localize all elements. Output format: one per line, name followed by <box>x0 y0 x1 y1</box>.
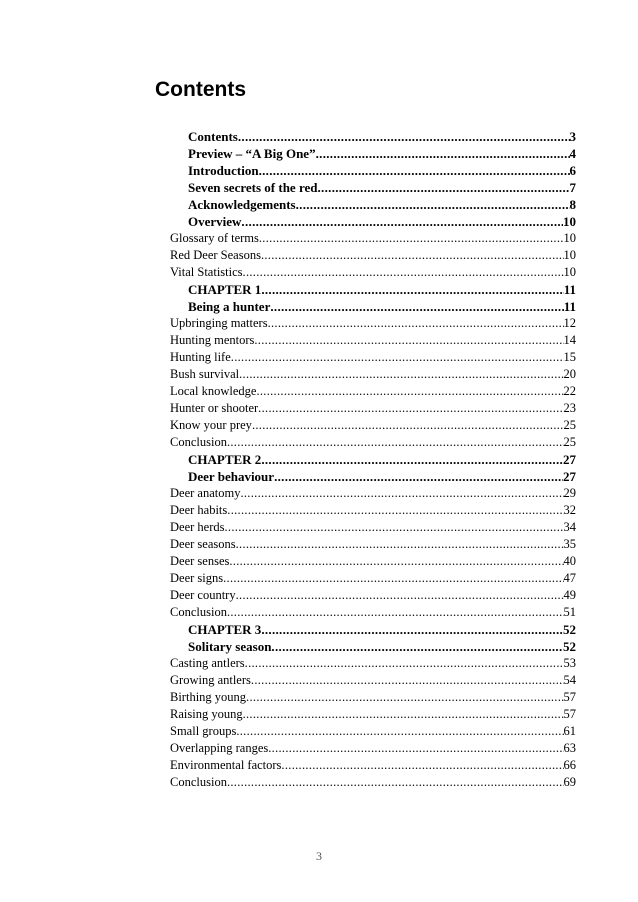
toc-entry-title: Hunting life <box>170 350 231 364</box>
dot-leader <box>243 264 564 281</box>
toc-entry-title: Solitary season <box>188 639 272 654</box>
toc-entry[interactable] <box>170 689 576 706</box>
toc-entry-title: Bush survival <box>170 367 240 381</box>
toc-entry-title: CHAPTER 2 <box>188 452 262 467</box>
dot-leader <box>270 298 563 315</box>
toc-entry[interactable] <box>170 213 576 230</box>
toc-entry-page: 8 <box>569 197 576 212</box>
dot-leader <box>246 689 563 706</box>
toc-entry[interactable] <box>170 417 576 434</box>
toc-entry-title: Overlapping ranges <box>170 741 269 755</box>
toc-entry-page: 25 <box>563 418 576 432</box>
dot-leader <box>261 281 563 298</box>
toc-entry-page: 7 <box>569 180 576 195</box>
toc-entry-title: CHAPTER 3 <box>188 622 262 637</box>
toc-entry-title: Deer habits <box>170 503 228 517</box>
toc-entry-page: 63 <box>563 741 576 755</box>
dot-leader <box>254 332 563 349</box>
toc-entry-page: 3 <box>569 129 576 144</box>
toc-entry-title: Birthing young <box>170 690 247 704</box>
toc-entry-page: 12 <box>563 316 576 330</box>
toc-entry-page: 51 <box>563 605 576 619</box>
dot-leader <box>236 723 563 740</box>
toc-entry[interactable] <box>170 230 576 247</box>
toc-entry[interactable] <box>170 519 576 536</box>
dot-leader <box>296 196 570 213</box>
toc-entry-page: 40 <box>563 554 576 568</box>
toc-entry-page: 52 <box>563 622 576 637</box>
dot-leader <box>238 128 570 145</box>
toc-entry-page: 66 <box>563 758 576 772</box>
toc-entry-page: 69 <box>563 775 576 789</box>
table-of-contents <box>170 128 576 791</box>
toc-entry[interactable] <box>170 434 576 451</box>
dot-leader <box>236 587 564 604</box>
toc-entry-title: Deer signs <box>170 571 224 585</box>
dot-leader <box>256 383 563 400</box>
toc-entry[interactable] <box>170 638 576 655</box>
dot-leader <box>223 570 563 587</box>
toc-entry-page: 23 <box>563 401 576 415</box>
toc-entry[interactable] <box>170 383 576 400</box>
toc-entry-title: Casting antlers <box>170 656 245 670</box>
dot-leader <box>241 213 563 230</box>
toc-entry-page: 6 <box>569 163 576 178</box>
toc-entry-title: Deer seasons <box>170 537 236 551</box>
toc-entry-title: Glossary of terms <box>170 231 259 245</box>
toc-entry-title: Being a hunter <box>188 299 271 314</box>
toc-entry-page: 27 <box>563 452 576 467</box>
toc-entry-page: 14 <box>563 333 576 347</box>
dot-leader <box>261 621 563 638</box>
page-number: 3 <box>316 849 322 863</box>
dot-leader <box>243 706 564 723</box>
dot-leader <box>281 757 563 774</box>
toc-entry-page: 15 <box>563 350 576 364</box>
dot-leader <box>240 485 563 502</box>
toc-entry[interactable] <box>170 672 576 689</box>
toc-entry[interactable] <box>170 604 576 621</box>
dot-leader <box>231 349 564 366</box>
toc-entry[interactable] <box>170 757 576 774</box>
toc-entry[interactable] <box>170 485 576 502</box>
toc-entry[interactable] <box>170 332 576 349</box>
toc-entry-title: Hunter or shooter <box>170 401 259 415</box>
dot-leader <box>227 604 564 621</box>
toc-entry[interactable] <box>170 162 576 179</box>
page-title: Contents <box>155 78 246 101</box>
dot-leader <box>318 179 570 196</box>
dot-leader <box>225 519 564 536</box>
dot-leader <box>239 366 563 383</box>
toc-entry[interactable] <box>170 723 576 740</box>
dot-leader <box>274 468 563 485</box>
dot-leader <box>227 434 564 451</box>
dot-leader <box>316 145 570 162</box>
toc-entry-title: Growing antlers <box>170 673 251 687</box>
toc-entry[interactable] <box>170 196 576 213</box>
toc-entry[interactable] <box>170 536 576 553</box>
toc-entry-title: Vital Statistics <box>170 265 243 279</box>
toc-entry[interactable] <box>170 298 576 315</box>
toc-entry-title: Hunting mentors <box>170 333 255 347</box>
toc-entry[interactable] <box>170 247 576 264</box>
toc-entry[interactable] <box>170 621 576 638</box>
toc-entry-title: Deer country <box>170 588 236 602</box>
toc-entry-title: Conclusion <box>170 435 227 449</box>
dot-leader <box>229 553 563 570</box>
toc-entry-title: Preview – “A Big One” <box>188 146 316 161</box>
toc-entry-title: Local knowledge <box>170 384 257 398</box>
toc-entry-page: 52 <box>563 639 576 654</box>
dot-leader <box>227 774 564 791</box>
toc-entry[interactable] <box>170 706 576 723</box>
toc-entry[interactable] <box>170 315 576 332</box>
toc-entry-title: Upbringing matters <box>170 316 268 330</box>
toc-entry-title: Deer anatomy <box>170 486 241 500</box>
toc-entry-page: 10 <box>563 248 576 262</box>
toc-entry-title: Know your prey <box>170 418 252 432</box>
toc-entry-title: Overview <box>188 214 242 229</box>
toc-entry-page: 32 <box>563 503 576 517</box>
dot-leader <box>268 315 564 332</box>
toc-entry[interactable] <box>170 264 576 281</box>
toc-entry[interactable] <box>170 366 576 383</box>
toc-entry-page: 49 <box>563 588 576 602</box>
toc-entry-title: Introduction <box>188 163 259 178</box>
dot-leader <box>259 230 564 247</box>
toc-entry-page: 54 <box>563 673 576 687</box>
toc-entry[interactable] <box>170 468 576 485</box>
toc-entry-page: 47 <box>563 571 576 585</box>
toc-entry-title: Seven secrets of the red <box>188 180 318 195</box>
toc-entry-title: Conclusion <box>170 775 227 789</box>
toc-entry-page: 10 <box>563 265 576 279</box>
dot-leader <box>259 162 570 179</box>
dot-leader <box>258 400 563 417</box>
toc-entry-page: 4 <box>569 146 576 161</box>
toc-entry-title: Deer senses <box>170 554 230 568</box>
toc-entry-page: 29 <box>563 486 576 500</box>
dot-leader <box>245 655 564 672</box>
toc-entry-title: Deer behaviour <box>188 469 275 484</box>
toc-entry-page: 22 <box>563 384 576 398</box>
toc-entry-title: Conclusion <box>170 605 227 619</box>
toc-entry-title: Acknowledgements <box>188 197 296 212</box>
toc-entry[interactable] <box>170 400 576 417</box>
toc-entry-page: 57 <box>563 690 576 704</box>
toc-entry-title: Contents <box>188 129 238 144</box>
dot-leader <box>251 672 564 689</box>
dot-leader <box>252 417 564 434</box>
toc-entry-page: 10 <box>563 231 576 245</box>
toc-entry[interactable] <box>170 145 576 162</box>
toc-entry-title: Deer herds <box>170 520 225 534</box>
toc-entry-title: Raising young <box>170 707 243 721</box>
toc-entry-title: Small groups <box>170 724 237 738</box>
toc-entry-title: Environmental factors <box>170 758 282 772</box>
toc-entry-page: 27 <box>563 469 576 484</box>
toc-entry-page: 35 <box>563 537 576 551</box>
toc-entry[interactable] <box>170 740 576 757</box>
toc-entry-page: 25 <box>563 435 576 449</box>
toc-entry[interactable] <box>170 451 576 468</box>
toc-entry[interactable] <box>170 502 576 519</box>
toc-entry-page: 57 <box>563 707 576 721</box>
toc-entry-title: CHAPTER 1 <box>188 282 262 297</box>
toc-entry[interactable] <box>170 281 576 298</box>
toc-entry-page: 11 <box>563 282 576 297</box>
toc-entry[interactable] <box>170 587 576 604</box>
toc-entry[interactable] <box>170 179 576 196</box>
toc-entry-page: 53 <box>563 656 576 670</box>
toc-entry-title: Red Deer Seasons <box>170 248 261 262</box>
toc-entry-page: 34 <box>563 520 576 534</box>
toc-entry[interactable] <box>170 128 576 145</box>
toc-entry-page: 11 <box>563 299 576 314</box>
toc-entry[interactable] <box>170 349 576 366</box>
dot-leader <box>268 740 563 757</box>
toc-entry[interactable] <box>170 570 576 587</box>
dot-leader <box>271 638 563 655</box>
toc-entry-page: 10 <box>563 214 576 229</box>
toc-entry-page: 61 <box>563 724 576 738</box>
toc-entry[interactable] <box>170 553 576 570</box>
toc-entry[interactable] <box>170 655 576 672</box>
toc-entry[interactable] <box>170 774 576 791</box>
toc-entry-page: 20 <box>563 367 576 381</box>
dot-leader <box>261 247 564 264</box>
dot-leader <box>236 536 564 553</box>
dot-leader <box>261 451 563 468</box>
dot-leader <box>227 502 563 519</box>
